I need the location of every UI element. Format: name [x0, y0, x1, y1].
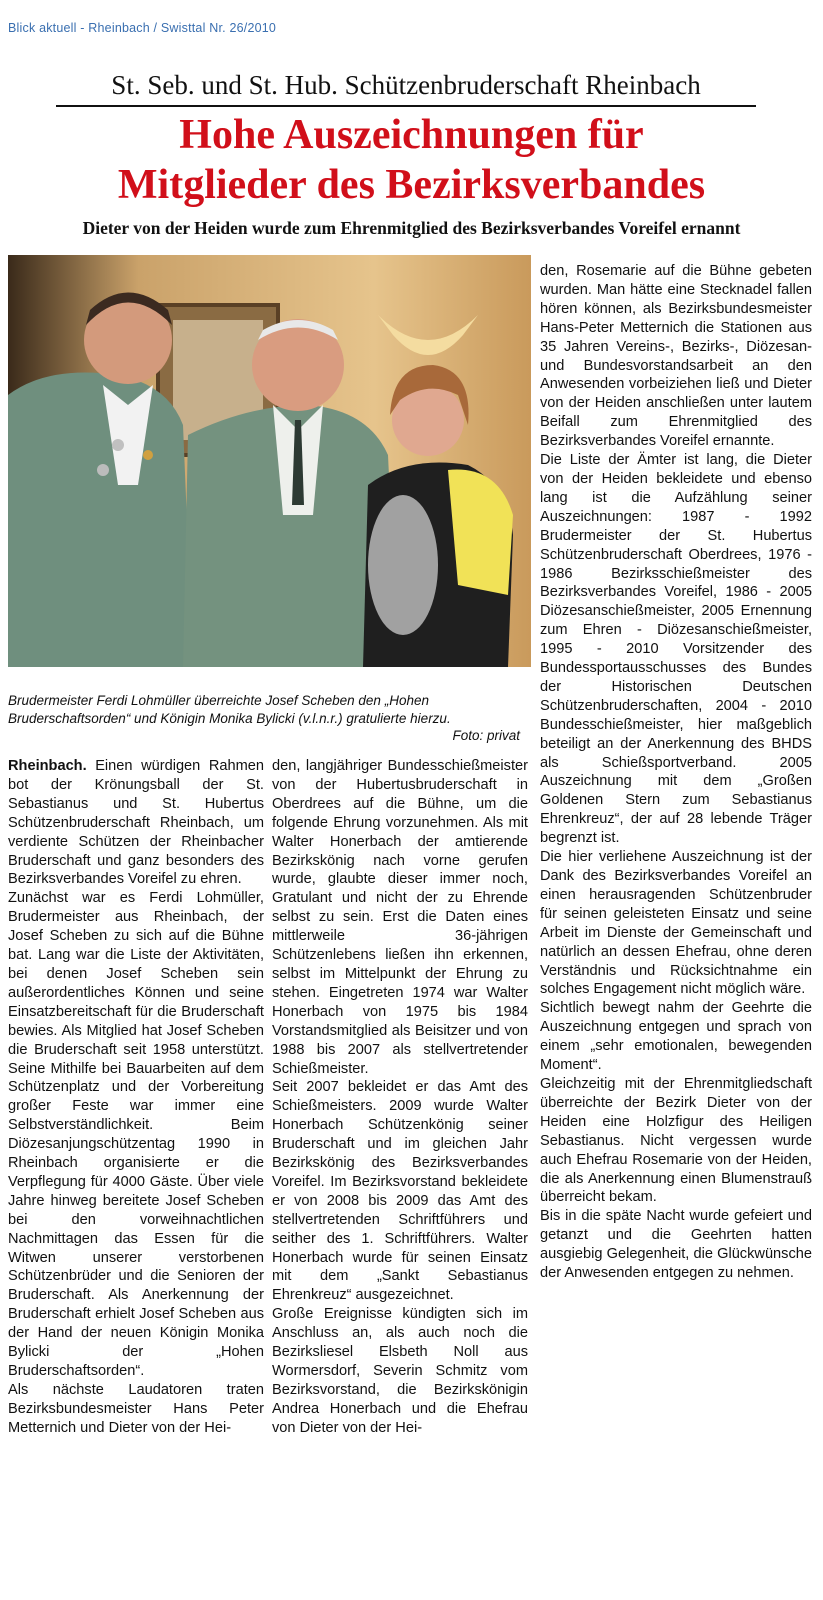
article-headline	[20, 110, 803, 210]
article-subheadline: Dieter von der Heiden wurde zum Ehrenmitglied des Bezirksverbandes Voreifel ernannt	[82, 218, 741, 238]
kicker-heading: St. Seb. und St. Hub. Schützenbruderschaft Rheinbach	[56, 70, 756, 107]
paragraph: Die Liste der Ämter ist lang, die Dieter von der Heiden bekleidete und ebenso lang ist die Aufzählung seiner Auszeichnungen: 1987 - 1992 Brudermeister der St. Hubertus Schützenbruderschaft Oberdrees, 1976 - 1986 Bezirksschießmeister des Bezirksverbandes Voreifel, 1986 - 2005 Diözesanschießmeister, 2005 Ernennung zum Ehren - Diözesanschießmeister, 1995 - 2010 Vorsitzender des Bundessportausschusses des Bundes der Historischen Deutschen Schützenbruderschaften, 2004 - 2010 Bundesschießmeister, hier maßgeblich beteiligt an der Anerkennung des BHDS als Schießsportverband. 2005 Auszeichnung mit dem „Großen Goldenen Stern zum Sebastianus Ehrenkreuz“, der auf 28 lebende Träger begrenzt ist.	[540, 452, 812, 847]
paragraph: Als nächste Laudatoren traten Bezirksbundesmeister Hans Peter Metternich und Dieter von der Hei-	[8, 1381, 264, 1436]
photo-credit: Foto: privat	[452, 728, 520, 743]
article-column-3	[540, 262, 812, 1283]
paragraph: Sichtlich bewegt nahm der Geehrte die Auszeichnung entgegen und sprach von einem „sehr emotionalen, bewegenden Moment“.	[540, 1000, 812, 1074]
photo-caption: Brudermeister Ferdi Lohmüller überreichte Josef Scheben den „Hohen Bruderschaftsorden“ und Königin Monika Bylicki (v.l.n.r.) gratulierte hierzu.	[8, 693, 451, 726]
paragraph: Große Ereignisse kündigten sich im Anschluss an, als auch noch die Bezirksliesel Elsbeth Noll aus Wormersdorf, Severin Schmitz vom Bezirksvorstand, die Bezirkskönigin Andrea Honerbach und die Ehefrau von Dieter von der Hei-	[272, 1306, 528, 1436]
publication-source-line: Blick aktuell - Rheinbach / Swisttal Nr. 26/2010	[8, 21, 277, 35]
paragraph: Zunächst war es Ferdi Lohmüller, Brudermeister aus Rheinbach, der Josef Scheben zu sich auf die Bühne bat. Lang war die Liste der Aktivitäten, bei denen Josef Scheben sein außerordentliches Können und seine Einsatzbereitschaft für die Bruderschaft bewies. Als Mitglied hat Josef Scheben die Bruderschaft seit 1958 unterstützt. Seine Mithilfe bei Bauarbeiten auf dem Schützenplatz und der Vorbereitung großer Feste war immer eine Selbstverständlichkeit. Beim Diözesanjungschützentag 1990 in Rheinbach organisierte er die Verpflegung für 4000 Gäste. Über viele Jahre hinweg bereitete Josef Scheben bei den vorweihnachtlichen Nachmittagen das Essen für die Witwen unserer verstorbenen Schützenbrüder und die Senioren der Bruderschaft. Als Anerkennung der Bruderschaft erhielt Josef Scheben aus der Hand der neuen Königin Monika Bylicki der „Hohen Bruderschaftsorden“.	[8, 890, 264, 1379]
article-column-2	[272, 757, 528, 1438]
paragraph: den, Rosemarie auf die Bühne gebeten wurden. Man hätte eine Stecknadel fallen hören können, als Bezirksbundesmeister Hans-Peter Metternich die Stationen aus 35 Jahren Vereins-, Bezirks-, Diözesan- und Bundesvorstandsarbeit an den Anwesenden vorbeiziehen ließ und Dieter von der Heiden anschließen unter lautem Beifall zum Ehrenmitglied des Bezirksverbandes Voreifel ernannte.	[540, 263, 812, 450]
paragraph: Bis in die späte Nacht wurde gefeiert und getanzt und die Geehrten hatten ausgiebig Gelegenheit, die Glückwünsche der Anwesenden entgegen zu nehmen.	[540, 1208, 812, 1282]
paragraph: Die hier verliehene Auszeichnung ist der Dank des Bezirksverbandes Voreifel an einen herausragenden Schützenbruder für seinen geleisteten Einsatz und seine Arbeit im Dienste der Gemeinschaft und natürlich an dessen Ehefrau, ohne deren Verständnis und Rücksichtnahme ein solches Engagement nicht möglich wäre.	[540, 849, 812, 998]
paragraph: den, langjähriger Bundesschießmeister von der Hubertusbruderschaft in Oberdrees auf die Bühne, um die folgende Ehrung vorzunehmen. Als mit Walter Honerbach der amtierende Bezirkskönig nach vorne gerufen wurde, glaubte dieser immer noch, Gratulant und nicht der zu Ehrende selbst zu sein. Erst die Daten eines mittlerweile 36-jährigen Schützenlebens ließen ihn erkennen, selbst im Mittelpunkt der Ehrung zu stehen. Eingetreten 1974 war Walter Honerbach von 1975 bis 1984 Vorstandsmitglied als Beisitzer und von 1988 bis 2007 als stellvertretender Schießmeister.	[272, 758, 528, 1077]
photo-illustration	[8, 255, 531, 667]
paragraph	[8, 757, 264, 889]
article-photo	[8, 255, 531, 667]
dateline: Rheinbach.	[8, 758, 87, 774]
paragraph: Gleichzeitig mit der Ehrenmitgliedschaft überreichte der Bezirk Dieter von der Heiden eine Holzfigur des Heiligen Sebastianus. Nicht vergessen wurde auch Ehefrau Rosemarie von der Heiden, die als Anerkennung einen Blumenstrauß überreicht bekam.	[540, 1075, 812, 1206]
article-column-1	[8, 757, 264, 1438]
headline-line-2: Mitglieder des Bezirksverbandes	[117, 162, 706, 208]
headline-line-1: Hohe Auszeichnungen für	[179, 112, 644, 158]
paragraph-text: Einen würdigen Rahmen bot der Krönungsball der St. Sebastianus und St. Hubertus Schützenbruderschaft Rheinbach, um verdiente Schützen der Rheinbacher Bruderschaft und ganz besonders des Bezirksverbandes Voreifel zu ehren.	[8, 758, 264, 888]
paragraph: Seit 2007 bekleidet er das Amt des Schießmeisters. 2009 wurde Walter Honerbach Schützenkönig seiner Bruderschaft und im gleichen Jahr Bezirkskönig des Bezirksverbandes Voreifel. Im Bezirksvorstand bekleidete er von 2008 bis 2009 das Amt des stellvertretenden Schriftführers und seither des 1. Schriftführers. Walter Honerbach wurde für seinen Einsatz mit dem „Sankt Sebastianus Ehrenkreuz“ ausgezeichnet.	[272, 1079, 528, 1304]
